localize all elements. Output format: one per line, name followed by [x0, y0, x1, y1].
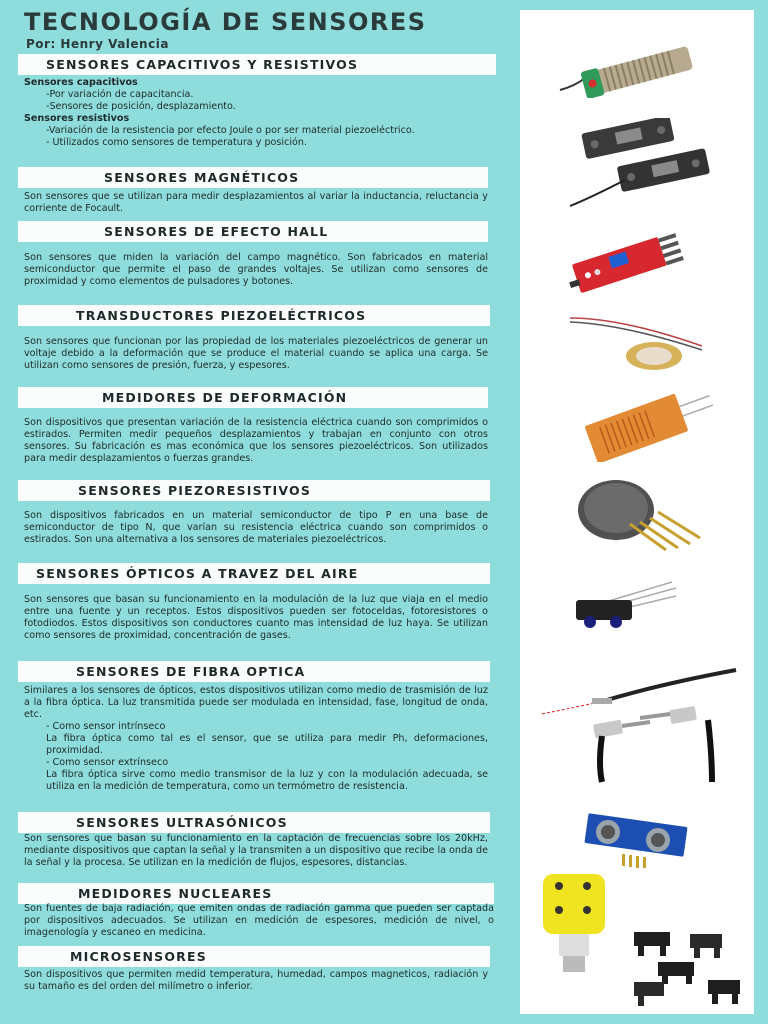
item: -Por variación de capacitancia.	[46, 89, 194, 100]
heading-micro: MICROSENSORES	[18, 946, 490, 967]
item: - Como sensor intrínseco	[46, 721, 166, 732]
item: La fibra óptica sirve como medio transmisor de la luz y con la modulación adecuada, se utiliza en la medición de temperatura, como un termómetro de resistencia.	[46, 769, 488, 792]
text-piezoelectricos: Son sensores que funcionan por las propiedad de los materiales piezoeléctricos de generar un voltaje debido a la deformación que se produce el material cuando se aplica una carga. Se utilizan como sensores de presión, fuerza, y espesores.	[24, 336, 488, 371]
hall-module-icon	[565, 228, 685, 293]
text-deformacion: Son dispositivos que presentan variación de la resistencia eléctrica cuando son comprimidos o estirados. Permiten medir pequeños desplazamientos y trabajan en conjunto con otros sensores. Su fabricación es mas económica que los sensores piezoeléctricos. Son utilizados para medir desplazamientos o fuerzas grandes.	[24, 417, 488, 464]
optical-sensor-icon	[572, 578, 682, 638]
fibra-intro: Similares a los sensores de ópticos, estos dispositivos utilizan como medio de trasmisión de luz a la fibra óptica. La luz transmitida puede ser modulada en intensidad, fase, longitud de onda, etc.	[24, 685, 488, 720]
heading-opticos: SENSORES ÓPTICOS A TRAVEZ DEL AIRE	[18, 563, 490, 584]
text-piezoresistivos: Son dispositivos fabricados en un material semiconductor de tipo P en una base de semiconductor de tipo N, que varían su resistencia eléctrica cuando son comprimidos o estirados. Son una alternativa a los sensores de materiales piezoeléctricos.	[24, 510, 488, 545]
sub-capacitivos: Sensores capacitivos	[24, 77, 138, 88]
item: -Sensores de posición, desplazamiento.	[46, 101, 236, 112]
item: -Variación de la resistencia por efecto Joule o por ser material piezoeléctrico.	[46, 125, 415, 136]
piezo-disc-icon	[562, 308, 712, 378]
inductive-sensor-icon	[555, 38, 705, 98]
heading-piezoresistivos: SENSORES PIEZORESISTIVOS	[18, 480, 490, 501]
text-micro: Son dispositivos que permiten medid temperatura, humedad, campos magneticos, radiación y su tamaño es del orden del milímetro o inferior.	[24, 969, 488, 992]
item: - Como sensor extrínseco	[46, 757, 169, 768]
text-opticos: Son sensores que basan su funcionamiento en la modulación de la luz que viaja en el medio entre una fuente y un receptos. Estos dispositivos pueden ser fotoceldas, fotoresistores o fotodiodos. Estos dispositivos son conductores cuanto mas intensidad de luz haya. Se utilizan como sensores de proximidad, concentración de gases.	[24, 594, 488, 641]
text-hall: Son sensores que miden la variación del campo magnético. Son fabricados en material semiconductor que permite el paso de grandes voltajes. Se utilizan como sensores de proximidad y como elementos de pulsadores y botones.	[24, 252, 488, 287]
text-ultrasonicos: Son sensores que basan su funcionamiento en la captación de frecuencias sobre los 20kHz, mediante dispositivos que captan la señal y la transmiten a un dispositivo que recibe la onda de la señal y la procesa. Se utilizan en la medición de flujos, espesores, distancias.	[24, 833, 489, 868]
ultrasonic-sensor-icon	[582, 810, 692, 868]
pressure-sensor-icon	[570, 472, 710, 560]
strain-gauge-icon	[578, 392, 718, 462]
text-fibra	[24, 685, 488, 793]
text-magneticos: Son sensores que se utilizan para medir desplazamientos al variar la inductancia, reluctancia y corriente de Focault.	[24, 191, 488, 214]
heading-magneticos: SENSORES MAGNÉTICOS	[18, 167, 488, 188]
item: - Utilizados como sensores de temperatura y posición.	[46, 137, 308, 148]
text-nucleares: Son fuentes de baja radiación, que emiten ondas de radiación gamma que pueden ser captada por dispositivos adecuados. Se utilizan en medición de espesores, medición de nivel, o imagenología y escaneo en medicina.	[24, 903, 494, 938]
item: La fibra óptica como tal es el sensor, que se utiliza para medir Ph, deformaciones, proximidad.	[46, 733, 488, 756]
nuclear-level-sensor-icon	[535, 864, 615, 976]
micro-sensor-icon	[628, 924, 748, 1010]
heading-hall: SENSORES DE EFECTO HALL	[18, 221, 488, 242]
heading-fibra: SENSORES DE FIBRA OPTICA	[18, 661, 490, 682]
page-title: TECNOLOGÍA DE SENSORES	[24, 8, 427, 36]
text-capacitivos	[24, 77, 488, 149]
heading-ultrasonicos: SENSORES ULTRASÓNICOS	[18, 812, 490, 833]
heading-piezoelectricos: TRANSDUCTORES PIEZOELÉCTRICOS	[18, 305, 490, 326]
heading-deformacion: MEDIDORES DE DEFORMACIÓN	[18, 387, 488, 408]
author: Por: Henry Valencia	[26, 37, 169, 51]
reed-switch-icon	[560, 118, 710, 213]
heading-capacitivos: SENSORES CAPACITIVOS Y RESISTIVOS	[18, 54, 496, 75]
heading-nucleares: MEDIDORES NUCLEARES	[18, 883, 494, 904]
sub-resistivos: Sensores resistivos	[24, 113, 130, 124]
fiber-optic-icon	[540, 664, 740, 786]
